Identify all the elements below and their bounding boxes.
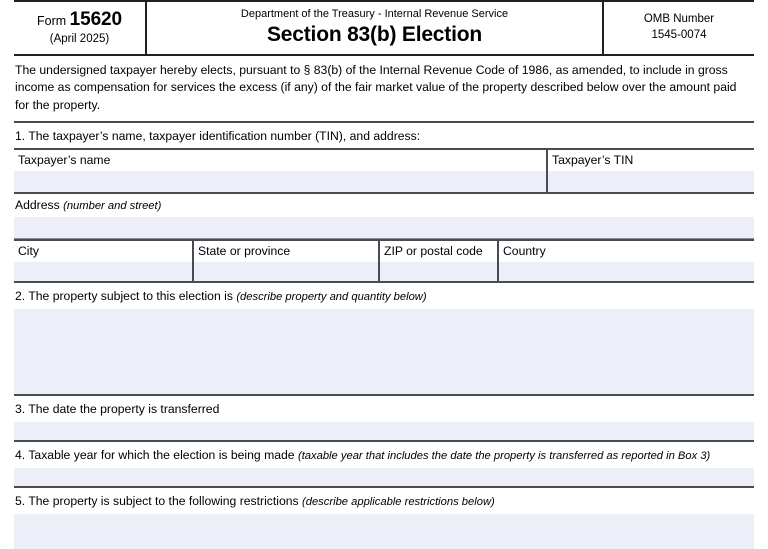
agency-line: Department of the Treasury - Internal Revenue Service <box>240 7 509 20</box>
taxpayer-name-label: Taxpayer’s name <box>18 153 111 168</box>
item-4-label-hint: (taxable year that includes the date the property is transferred as reported in Box 3) <box>297 449 711 462</box>
item-2-label-hint: (describe property and quantity below) <box>236 291 427 304</box>
city-label: City <box>18 244 39 259</box>
zip-cell <box>378 241 497 281</box>
taxpayer-name-input[interactable] <box>14 171 546 192</box>
form-number-cell <box>14 2 147 54</box>
state-cell <box>192 241 378 281</box>
address-label <box>14 194 754 217</box>
item-2-input[interactable] <box>14 309 754 394</box>
city-state-zip-country-row <box>14 241 754 281</box>
city-cell <box>14 241 192 281</box>
taxpayer-name-tin-row <box>14 150 754 192</box>
item-2-label-text: 2. The property subject to this election is <box>15 289 233 304</box>
item-5-label-text: 5. The property is subject to the following restrictions <box>15 494 299 508</box>
item-4-label-text: 4. Taxable year for which the election is being made <box>15 447 295 462</box>
form-title-cell <box>147 2 604 54</box>
item-5-input[interactable] <box>14 514 754 549</box>
taxpayer-tin-cell <box>546 150 754 192</box>
item-5-label-hint: (describe applicable restrictions below) <box>302 496 495 508</box>
state-label: State or province <box>198 244 291 259</box>
taxpayer-tin-label: Taxpayer’s TIN <box>552 153 634 168</box>
item-3-input[interactable] <box>14 422 754 440</box>
form-number: 15620 <box>69 9 122 31</box>
item-2-label <box>14 283 754 309</box>
intro-paragraph: The undersigned taxpayer hereby elects, pursuant to § 83(b) of the Internal Revenue Code of 1986, as amended, to include in gross income as compensation for services the excess (if any) of the fair market value of the property described below over the amount paid for the property. <box>15 63 737 112</box>
address-label-hint: (number and street) <box>63 200 162 213</box>
country-cell <box>497 241 754 281</box>
form-revision-date: (April 2025) <box>49 32 110 45</box>
state-input[interactable] <box>194 262 378 281</box>
item-1-label: 1. The taxpayer’s name, taxpayer identification number (TIN), and address: <box>15 128 421 143</box>
form-word: Form <box>37 14 67 29</box>
item-3-label: 3. The date the property is transferred <box>15 402 220 417</box>
zip-label: ZIP or postal code <box>384 244 483 259</box>
form-number-line <box>37 9 122 31</box>
item-4-input[interactable] <box>14 468 754 486</box>
country-input[interactable] <box>499 262 754 281</box>
item-5-label <box>14 488 754 514</box>
omb-label: OMB Number <box>643 13 715 26</box>
form-title: Section 83(b) Election <box>267 23 482 47</box>
address-label-text: Address <box>15 198 60 213</box>
country-label: Country <box>503 244 546 259</box>
omb-cell <box>604 2 754 54</box>
zip-input[interactable] <box>380 262 497 281</box>
form-header <box>14 2 754 54</box>
taxpayer-name-cell <box>14 150 546 192</box>
city-input[interactable] <box>14 262 192 281</box>
item-4-label <box>14 442 754 468</box>
omb-number: 1545-0074 <box>651 29 707 41</box>
taxpayer-tin-input[interactable] <box>548 171 754 192</box>
address-input[interactable] <box>14 217 754 239</box>
